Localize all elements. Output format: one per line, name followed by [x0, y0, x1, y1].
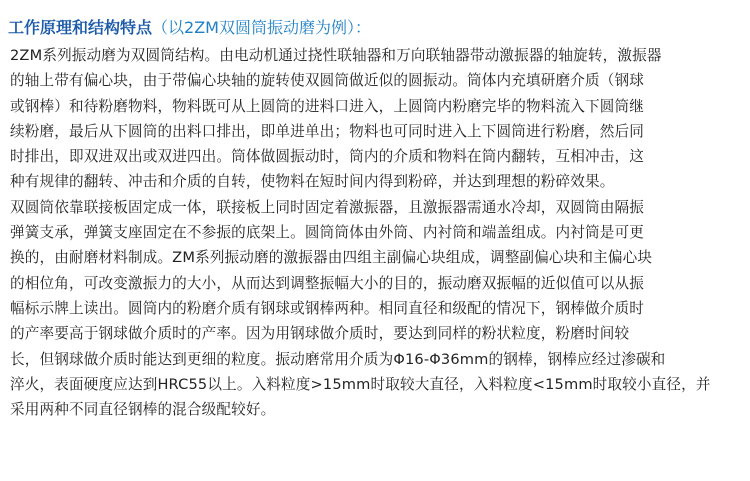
text-line: 淬火，表面硬度应达到HRC55以上。入料粒度>15mm时取较大直径，入料粒度<15mm时取较小直径，并 [10, 375, 711, 393]
text-line: 双圆筒依靠联接板固定成一体，联接板上同时固定着激振器，且激振器需通水冷却，双圆筒由隔振 [10, 198, 644, 216]
text-line: 采用两种不同直径钢棒的混合级配较好。 [10, 401, 276, 419]
heading-title: 工作原理和结构特点 [8, 17, 153, 37]
text-line: 续粉磨，最后从下圆筒的出料口排出，即单进单出；物料也可同时进入上下圆筒进行粉磨，然后同 [10, 122, 644, 140]
section-heading [8, 15, 371, 37]
text-line: 的产率要高于钢球做介质时的产率。因为用钢球做介质时，要达到同样的粉状粒度，粉磨时间较 [10, 325, 630, 343]
text-line: 弹簧支承，弹簧支座固定在不参振的底架上。圆筒筒体由外筒、内衬筒和端盖组成。内衬筒是可更 [10, 224, 644, 242]
text-line: 幅标示牌上读出。圆筒内的粉磨介质有钢球或钢棒两种。相同直径和级配的情况下，钢棒做介质时 [10, 299, 644, 317]
text-line: 2ZM系列振动磨为双圆筒结构。由电动机通过挠性联轴器和万向联轴器带动激振器的轴旋转，激振器 [10, 47, 662, 64]
text-line: 时排出，即双进双出或双进四出。筒体做圆振动时，筒内的介质和物料在筒内翻转，互相冲击，这 [10, 148, 644, 166]
text-line: 换的，由耐磨材料制成。ZM系列振动磨的激振器由四组主副偏心块组成，调整副偏心块和主偏心块 [10, 249, 653, 267]
text-line: 的轴上带有偏心块，由于带偏心块轴的旋转使双圆筒做近似的圆振动。筒体内充填研磨介质（钢球 [10, 72, 644, 90]
body-text [10, 43, 745, 422]
text-line: 的相位角，可改变激振力的大小，从而达到调整振幅大小的目的，振动磨双振幅的近似值可以从振 [10, 274, 644, 292]
text-line: 或钢棒）和待粉磨物料，物料既可从上圆筒的进料口进入，上圆筒内粉磨完毕的物料流入下圆筒继 [10, 97, 644, 115]
heading-subtitle: （以2ZM双圆筒振动磨为例）： [152, 17, 371, 37]
text-line: 长，但钢球做介质时能达到更细的粒度。振动磨常用介质为Φ16-Φ36mm的钢棒，钢棒应经过渗碳和 [10, 350, 666, 368]
text-line: 种有规律的翻转、冲击和介质的自转，使物料在短时间内得到粉碎，并达到理想的粉碎效果。 [10, 173, 615, 191]
